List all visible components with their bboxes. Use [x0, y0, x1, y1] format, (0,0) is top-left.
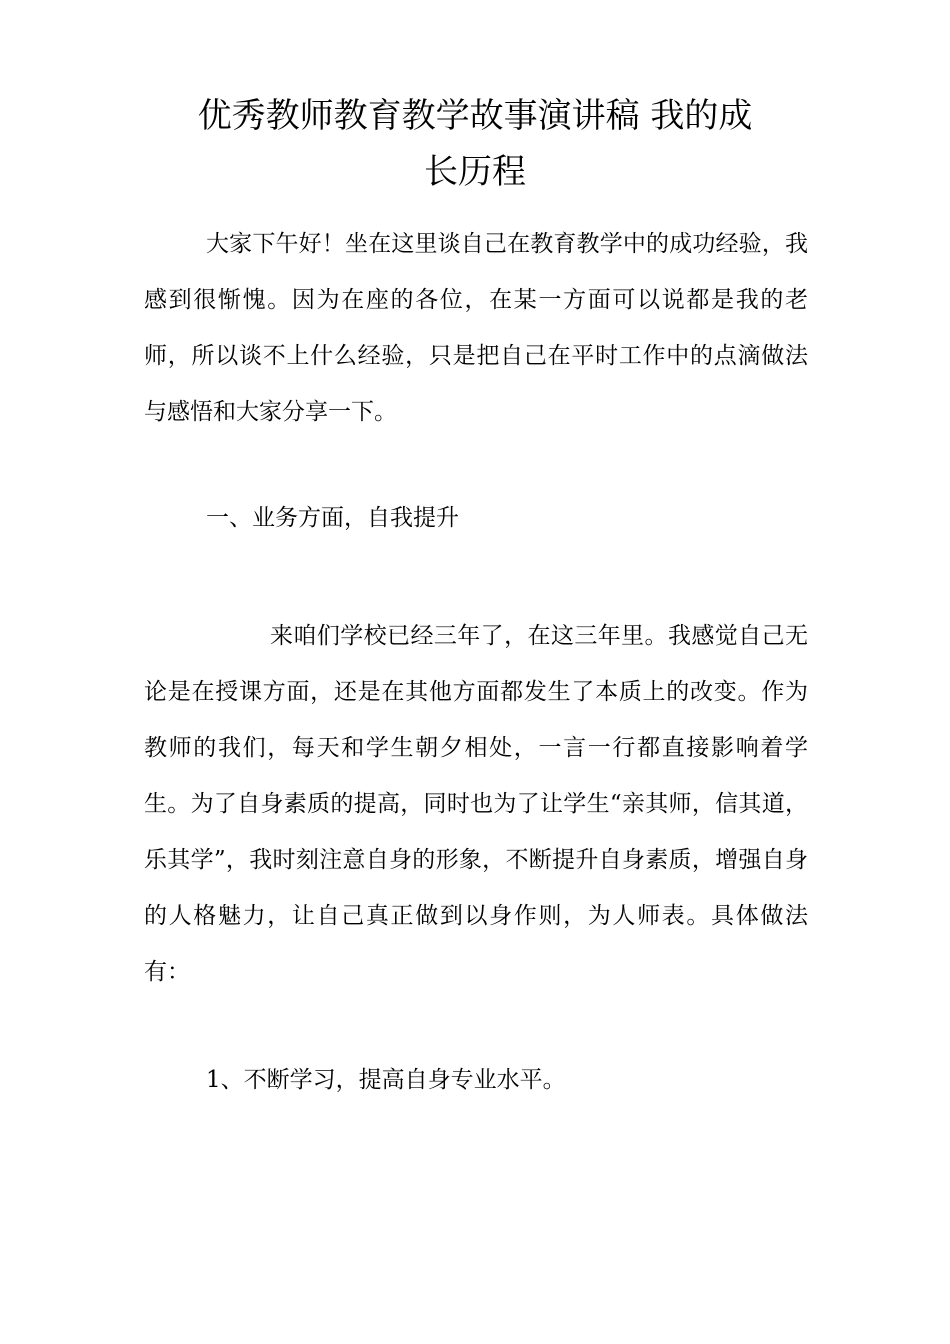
- section-heading-1: 一、业务方面，自我提升: [206, 505, 459, 531]
- intro-paragraph: 大家下午好！坐在这里谈自己在教育教学中的成功经验，我感到很惭愧。因为在座的各位，在某一方面可以说都是我的老师，所以谈不上什么经验，只是把自己在平时工作中的点滴做法与感悟和大家分享一下。: [144, 231, 808, 425]
- body-paragraph-2: 来咱们学校已经三年了，在这三年里。我感觉自己无论是在授课方面，还是在其他方面都发生了本质上的改变。作为教师的我们，每天和学生朝夕相处，一言一行都直接影响着学生。为了自身素质的提高，同时也为了让学生“亲其师，信其道，乐其学”，我时刻注意自身的形象，不断提升自身素质，增强自身的人格魅力，让自己真正做到以身作则，为人师表。具体做法有：: [144, 623, 808, 985]
- subsection-heading-1: 1、不断学习，提高自身专业水平。: [206, 1067, 566, 1093]
- title-line-2: 长历程: [424, 152, 526, 192]
- page-title: [140, 88, 810, 200]
- title-line-1: 优秀教师教育教学故事演讲稿 我的成: [197, 96, 753, 136]
